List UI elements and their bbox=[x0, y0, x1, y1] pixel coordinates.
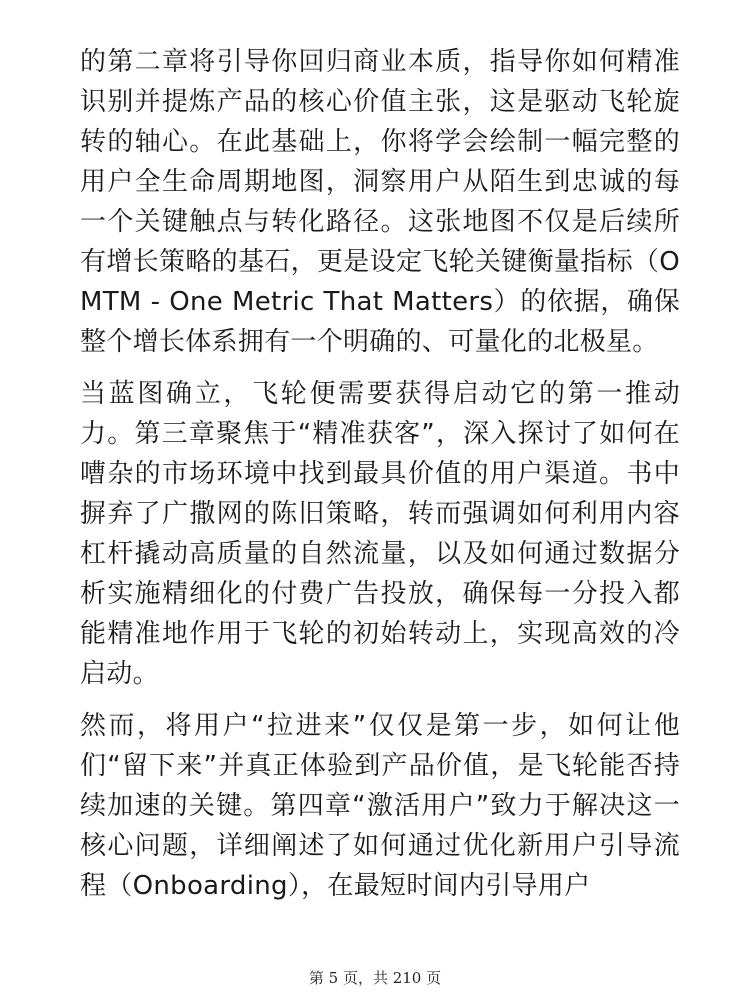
paragraph-2: 当蓝图确立，飞轮便需要获得启动它的第一推动力。第三章聚焦于“精准获客”，深入探讨了如何在嘈杂的市场环境中找到最具价值的用户渠道。书中摒弃了广撒网的陈旧策略，转而强调如何利用内容杠杆撬动高质量的自然流量，以及如何通过数据分析实施精细化的付费广告投放，确保每一分投入都能精准地作用于飞轮的初始转动上，实现高效的冷启动。 bbox=[80, 379, 680, 689]
page-number: 第 5 页，共 210 页 bbox=[308, 969, 442, 987]
body-text bbox=[80, 42, 680, 918]
paragraph-3: 然而，将用户“拉进来”仅仅是第一步，如何让他们“留下来”并真正体验到产品价值，是飞轮能否持续加速的关键。第四章“激活用户”致力于解决这一核心问题，详细阐述了如何通过优化新用户引导流程（Onboarding），在最短时间内引导用户 bbox=[80, 711, 680, 901]
paragraph-1: 的第二章将引导你回归商业本质，指导你如何精准识别并提炼产品的核心价值主张，这是驱动飞轮旋转的轴心。在此基础上，你将学会绘制一幅完整的用户全生命周期地图，洞察用户从陌生到忠诚的每一个关键触点与转化路径。这张地图不仅是后续所有增长策略的基石，更是设定飞轮关键衡量指标（OMTM - One Metric That Matters）的依据，确保整个增长体系拥有一个明确的、可量化的北极星。 bbox=[80, 47, 680, 357]
